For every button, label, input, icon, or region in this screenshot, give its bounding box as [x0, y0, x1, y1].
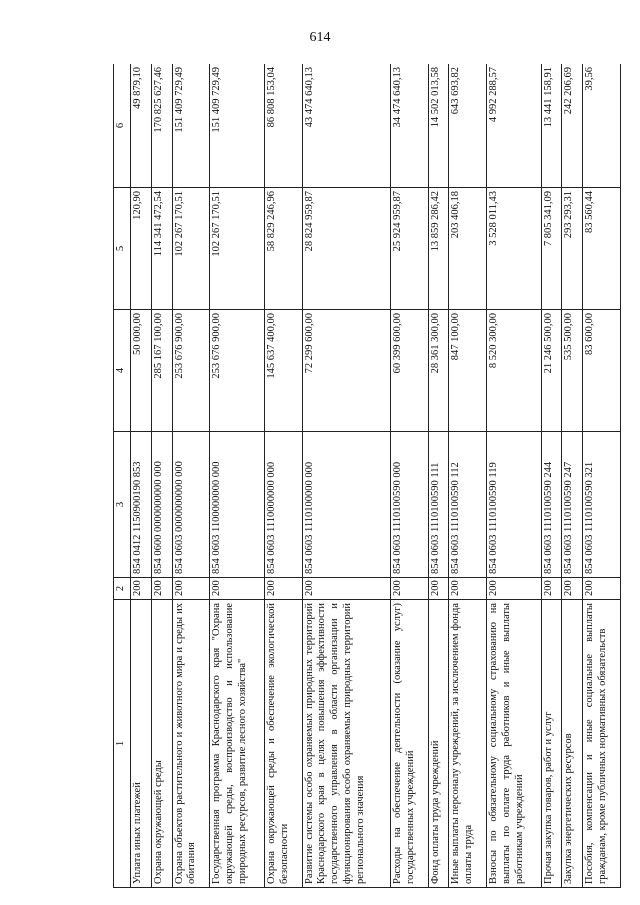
- row-amount-remaining-cell: 86 808 153,04: [264, 64, 302, 188]
- row-code-cell: 854 0603 1110100590 112: [449, 432, 487, 578]
- row-kv-cell: 200: [151, 578, 172, 600]
- row-kv-cell: 200: [428, 578, 449, 600]
- row-amount-executed-cell: 7 805 341,09: [541, 188, 562, 310]
- row-name-cell: Уплата иных платежей: [131, 600, 152, 888]
- row-amount-planned-cell: 50 000,00: [131, 310, 152, 432]
- row-kv-cell: 200: [583, 578, 621, 600]
- row-name-cell: Взносы по обязательному социальному страхованию на выплаты по оплате труда работников и иные выплаты работникам учреждений: [487, 600, 542, 888]
- row-code-cell: 854 0603 1100000000 000: [210, 432, 265, 578]
- table-row: [131, 64, 152, 888]
- row-amount-planned-cell: 8 520 300,00: [487, 310, 542, 432]
- row-amount-executed-cell: 58 829 246,96: [264, 188, 302, 310]
- table-row: [562, 64, 583, 888]
- row-amount-planned-cell: 21 246 500,00: [541, 310, 562, 432]
- header-row: [114, 64, 131, 888]
- table-row: [449, 64, 487, 888]
- row-kv-cell: 200: [302, 578, 390, 600]
- row-amount-planned-cell: 253 676 900,00: [172, 310, 210, 432]
- row-name-cell: Пособия, компенсации и иные социальные выплаты гражданам, кроме публичных нормативных обязательств: [583, 600, 621, 888]
- row-kv-cell: 200: [487, 578, 542, 600]
- row-kv-cell: 200: [449, 578, 487, 600]
- row-amount-executed-cell: 3 528 011,43: [487, 188, 542, 310]
- row-amount-remaining-cell: 151 409 729,49: [172, 64, 210, 188]
- row-amount-remaining-cell: 43 474 640,13: [302, 64, 390, 188]
- header-cell-5: 5: [114, 188, 131, 310]
- row-amount-planned-cell: 535 500,00: [562, 310, 583, 432]
- row-amount-executed-cell: 28 824 959,87: [302, 188, 390, 310]
- budget-table: [113, 64, 621, 888]
- rotated-table-area: [113, 64, 621, 888]
- table-row: [428, 64, 449, 888]
- row-amount-executed-cell: 120,90: [131, 188, 152, 310]
- row-code-cell: 854 0603 1110100590 321: [583, 432, 621, 578]
- table-row: [583, 64, 621, 888]
- row-amount-planned-cell: 60 399 600,00: [390, 310, 428, 432]
- row-amount-executed-cell: 102 267 170,51: [172, 188, 210, 310]
- page-number: 614: [309, 30, 331, 45]
- header-cell-2: 2: [114, 578, 131, 600]
- row-name-cell: Развитие системы особо охраняемых природных территорий Краснодарского края в целях повышения эффективности государственного управления в области организации и функционирования особо охраняемых природных территорий регионального значения: [302, 600, 390, 888]
- row-amount-executed-cell: 293 293,31: [562, 188, 583, 310]
- row-name-cell: Иные выплаты персоналу учреждений, за исключением фонда оплаты труда: [449, 600, 487, 888]
- header-cell-3: 3: [114, 432, 131, 578]
- row-amount-remaining-cell: 151 409 729,49: [210, 64, 265, 188]
- row-name-cell: Закупка энергетических ресурсов: [562, 600, 583, 888]
- row-amount-executed-cell: 114 341 472,54: [151, 188, 172, 310]
- row-kv-cell: 200: [562, 578, 583, 600]
- row-amount-executed-cell: 102 267 170,51: [210, 188, 265, 310]
- row-amount-planned-cell: 253 676 900,00: [210, 310, 265, 432]
- row-amount-remaining-cell: 242 206,69: [562, 64, 583, 188]
- row-kv-cell: 200: [264, 578, 302, 600]
- header-cell-6: 6: [114, 64, 131, 188]
- row-amount-executed-cell: 13 859 286,42: [428, 188, 449, 310]
- row-amount-remaining-cell: 4 992 288,57: [487, 64, 542, 188]
- row-kv-cell: 200: [541, 578, 562, 600]
- row-kv-cell: 200: [172, 578, 210, 600]
- table-row: [487, 64, 542, 888]
- row-amount-planned-cell: 145 637 400,00: [264, 310, 302, 432]
- header-cell-1: 1: [114, 600, 131, 888]
- row-amount-remaining-cell: 13 441 158,91: [541, 64, 562, 188]
- row-kv-cell: 200: [390, 578, 428, 600]
- row-amount-remaining-cell: 49 879,10: [131, 64, 152, 188]
- row-amount-remaining-cell: 643 693,82: [449, 64, 487, 188]
- row-code-cell: 854 0603 1110100590 244: [541, 432, 562, 578]
- row-amount-remaining-cell: 170 825 627,46: [151, 64, 172, 188]
- row-amount-planned-cell: 285 167 100,00: [151, 310, 172, 432]
- row-code-cell: 854 0603 1110100590 247: [562, 432, 583, 578]
- table-row: [541, 64, 562, 888]
- row-code-cell: 854 0603 1110100590 000: [390, 432, 428, 578]
- row-name-cell: Государственная программа Краснодарского края "Охрана окружающей среды, воспроизводство и использование природных ресурсов, развитие лесного хозяйства": [210, 600, 265, 888]
- row-name-cell: Охрана окружающей среды: [151, 600, 172, 888]
- table-row: [390, 64, 428, 888]
- row-code-cell: 854 0412 1150900190 853: [131, 432, 152, 578]
- row-name-cell: Прочая закупка товаров, работ и услуг: [541, 600, 562, 888]
- row-amount-planned-cell: 72 299 600,00: [302, 310, 390, 432]
- table-row: [172, 64, 210, 888]
- row-name-cell: Охрана объектов растительного и животного мира и среды их обитания: [172, 600, 210, 888]
- row-code-cell: 854 0603 1110100590 119: [487, 432, 542, 578]
- row-name-cell: Расходы на обеспечение деятельности (оказание услуг) государственных учреждений: [390, 600, 428, 888]
- row-code-cell: 854 0600 0000000000 000: [151, 432, 172, 578]
- header-cell-4: 4: [114, 310, 131, 432]
- row-kv-cell: 200: [131, 578, 152, 600]
- row-name-cell: Фонд оплаты труда учреждений: [428, 600, 449, 888]
- table-row: [210, 64, 265, 888]
- row-name-cell: Охрана окружающей среды и обеспечение экологической безопасности: [264, 600, 302, 888]
- table-row: [302, 64, 390, 888]
- row-amount-remaining-cell: 14 502 013,58: [428, 64, 449, 188]
- row-amount-executed-cell: 203 406,18: [449, 188, 487, 310]
- row-code-cell: 854 0603 1110000000 000: [264, 432, 302, 578]
- row-amount-remaining-cell: 39,56: [583, 64, 621, 188]
- row-amount-planned-cell: 28 361 300,00: [428, 310, 449, 432]
- row-amount-executed-cell: 83 560,44: [583, 188, 621, 310]
- row-code-cell: 854 0603 1110100590 111: [428, 432, 449, 578]
- row-kv-cell: 200: [210, 578, 265, 600]
- table-row: [264, 64, 302, 888]
- row-amount-planned-cell: 83 600,00: [583, 310, 621, 432]
- row-code-cell: 854 0603 0000000000 000: [172, 432, 210, 578]
- row-code-cell: 854 0603 1110100000 000: [302, 432, 390, 578]
- row-amount-executed-cell: 25 924 959,87: [390, 188, 428, 310]
- row-amount-remaining-cell: 34 474 640,13: [390, 64, 428, 188]
- rotated-table-container: [113, 64, 621, 888]
- table-row: [151, 64, 172, 888]
- row-amount-planned-cell: 847 100,00: [449, 310, 487, 432]
